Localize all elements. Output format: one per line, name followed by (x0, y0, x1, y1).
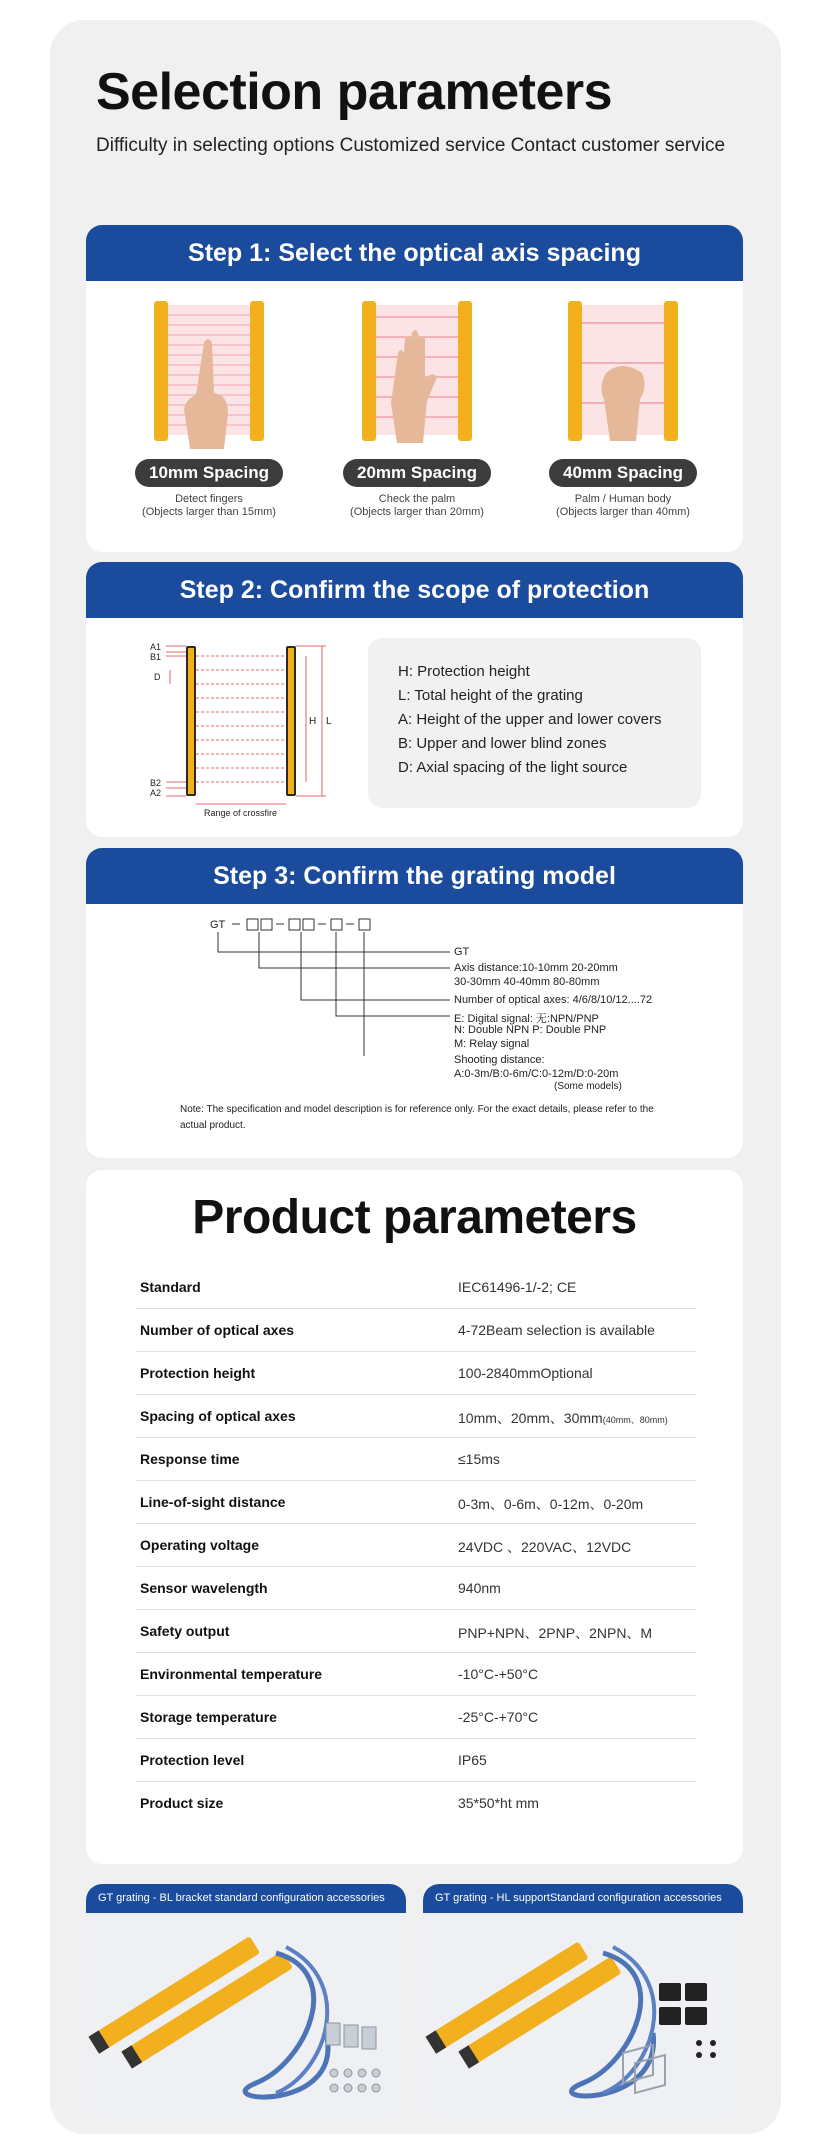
spacing-desc: Check the palm (378, 493, 456, 505)
param-row (136, 1782, 696, 1825)
product-parameters-title: Product parameters (192, 1191, 637, 1244)
param-row (136, 1395, 696, 1438)
spacing-option-20mm (312, 293, 522, 519)
spacing-desc-detail: (Objects larger than 15mm) (142, 506, 276, 518)
spacing-label-40mm: 40mm Spacing (549, 459, 697, 487)
product-parameters-card (86, 1170, 743, 1864)
param-row (136, 1653, 696, 1696)
param-row (136, 1481, 696, 1524)
step1-card (86, 225, 743, 552)
step2-title: Step 2: Confirm the scope of protection (86, 562, 743, 618)
spacing-option-40mm (518, 293, 728, 519)
param-key: Number of optical axes (140, 1322, 295, 1338)
param-key: Protection height (140, 1365, 256, 1381)
param-key: Spacing of optical axes (140, 1408, 296, 1424)
param-key: Operating voltage (140, 1537, 260, 1553)
model-line: (Some models) (554, 1081, 622, 1092)
label-range-of-crossfire: Range of crossfire (204, 808, 278, 818)
hl-support-accessories-image (423, 1913, 743, 2113)
param-value: 100-2840mmOptional (458, 1365, 593, 1381)
step1-title: Step 1: Select the optical axis spacing (86, 225, 743, 281)
model-line: A:0-3m/B:0-6m/C:0-12m/D:0-20m (454, 1068, 619, 1080)
param-row (136, 1610, 696, 1653)
label-d: D (154, 672, 161, 682)
spacing-option-10mm (104, 293, 314, 519)
model-note: Note: The specification and model description is for reference only. For the exact details, please refer to the actual product. (180, 1104, 654, 1131)
label-a1: A1 (150, 642, 162, 652)
legend-item: A: Height of the upper and lower covers (398, 711, 662, 728)
model-line: M: Relay signal (454, 1038, 530, 1050)
param-value: -10°C-+50°C (458, 1666, 539, 1682)
model-code-diagram (210, 916, 460, 1056)
param-value: 4-72Beam selection is available (458, 1322, 655, 1338)
spacing-desc: Palm / Human body (574, 493, 672, 505)
param-value: 35*50*ht mm (458, 1795, 539, 1811)
param-row (136, 1696, 696, 1739)
page-subtitle: Difficulty in selecting options Customized service Contact customer service (96, 135, 726, 156)
spacing-label-10mm: 10mm Spacing (135, 459, 283, 487)
param-key: Line-of-sight distance (140, 1494, 286, 1510)
label-a2: A2 (150, 788, 162, 798)
legend-item: H: Protection height (398, 663, 530, 680)
label-h: H (309, 716, 317, 727)
model-code-prefix: GT (210, 919, 226, 931)
legend-item: D: Axial spacing of the light source (398, 759, 628, 776)
spacing-desc-detail: (Objects larger than 20mm) (350, 506, 484, 518)
light-curtain-10mm-illustration (134, 293, 284, 453)
spacing-desc: Detect fingers (175, 493, 243, 505)
param-key: Protection level (140, 1752, 245, 1768)
model-line: 30-30mm 40-40mm 80-80mm (454, 976, 600, 988)
scope-legend (368, 638, 701, 808)
model-line: Shooting distance: (454, 1054, 545, 1066)
model-line: Number of optical axes: 4/6/8/10/12....72 (454, 994, 653, 1006)
param-value: 0-3m、0-6m、0-12m、0-20m (458, 1496, 644, 1512)
model-line: Axis distance:10-10mm 20-20mm (454, 962, 618, 974)
param-row (136, 1739, 696, 1782)
param-key: Standard (140, 1279, 201, 1295)
param-value: 940nm (458, 1580, 501, 1596)
param-key: Storage temperature (140, 1709, 277, 1725)
accessory-card-hl-support (423, 1884, 743, 2120)
page-title: Selection parameters (96, 63, 613, 121)
label-l: L (326, 716, 332, 727)
param-key: Environmental temperature (140, 1666, 323, 1682)
param-value-note: (40mm、80mm) (602, 1415, 668, 1425)
param-key: Sensor wavelength (140, 1580, 268, 1596)
param-row (136, 1266, 696, 1309)
param-row (136, 1567, 696, 1610)
spacing-label-20mm: 20mm Spacing (343, 459, 491, 487)
model-line: E: Digital signal: 无:NPN/PNP (454, 1013, 599, 1025)
spacing-desc-detail: (Objects larger than 40mm) (556, 506, 690, 518)
param-row (136, 1309, 696, 1352)
model-line: N: Double NPN P: Double PNP (454, 1024, 607, 1036)
label-b2: B2 (150, 778, 162, 788)
step3-title: Step 3: Confirm the grating model (86, 848, 743, 904)
legend-item: B: Upper and lower blind zones (398, 735, 607, 752)
bl-bracket-accessories-image (86, 1913, 406, 2120)
param-value-wrap (458, 1408, 668, 1428)
param-row (136, 1438, 696, 1481)
label-b1: B1 (150, 652, 162, 662)
page-panel (50, 20, 781, 2134)
param-value: -25°C-+70°C (458, 1709, 539, 1725)
param-value: 24VDC 、220VAC、12VDC (458, 1539, 632, 1555)
accessory-title: GT grating - BL bracket standard configuration accessories (86, 1884, 406, 1913)
param-key: Safety output (140, 1623, 230, 1639)
accessory-title: GT grating - HL supportStandard configuration accessories (423, 1884, 743, 1913)
accessory-card-bl-bracket (86, 1884, 406, 2120)
light-curtain-20mm-illustration (342, 293, 492, 453)
protection-scope-diagram (146, 638, 346, 828)
param-value: ≤15ms (458, 1451, 500, 1467)
param-value: 10mm、20mm、30mm (458, 1410, 603, 1426)
legend-item: L: Total height of the grating (398, 687, 583, 704)
param-value: PNP+NPN、2PNP、2NPN、M (458, 1625, 653, 1641)
step3-card (86, 848, 743, 1158)
param-key: Product size (140, 1795, 224, 1811)
param-row (136, 1524, 696, 1567)
param-value: IEC61496-1/-2; CE (458, 1279, 577, 1295)
param-value: IP65 (458, 1752, 487, 1768)
param-row (136, 1352, 696, 1395)
step2-card (86, 562, 743, 837)
light-curtain-40mm-illustration (548, 293, 698, 453)
model-line: GT (454, 946, 470, 958)
param-key: Response time (140, 1451, 240, 1467)
